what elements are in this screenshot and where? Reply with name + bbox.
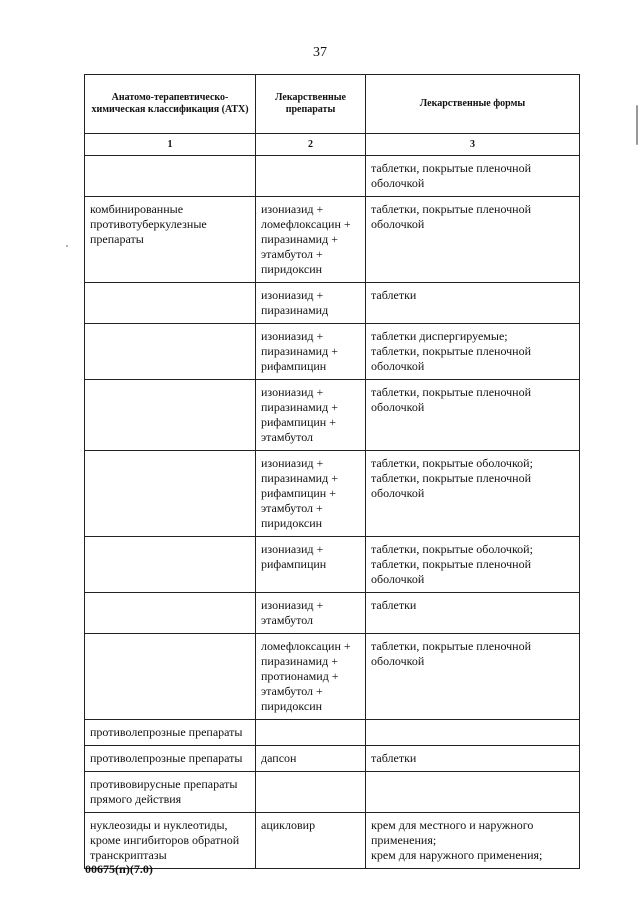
page-number: 37: [313, 45, 327, 60]
atx-cell: противовирусные препараты прямого действия: [85, 772, 256, 813]
atx-cell: противолепрозные препараты: [85, 720, 256, 746]
table-row: [85, 813, 580, 869]
table-row: [85, 324, 580, 380]
column-number: 3: [366, 134, 580, 156]
table-row: [85, 720, 580, 746]
table-row: [85, 593, 580, 634]
forms-cell: таблетки, покрытые пленочной оболочкой: [366, 380, 580, 451]
table-row: [85, 283, 580, 324]
column-number: 2: [256, 134, 366, 156]
table-row: [85, 746, 580, 772]
atx-cell: комбинированные противотуберкулезные препараты: [85, 197, 256, 283]
forms-cell: таблетки: [366, 746, 580, 772]
forms-cell: крем для местного и наружного применения; крем для наружного применения;: [366, 813, 580, 869]
table-row: [85, 772, 580, 813]
table-header-row: [85, 75, 580, 134]
atx-cell: противолепрозные препараты: [85, 746, 256, 772]
atx-cell: [85, 380, 256, 451]
header-drugs: Лекарственные препараты: [256, 75, 366, 134]
atx-cell: нуклеозиды и нуклеотиды, кроме ингибиторов обратной транскриптазы: [85, 813, 256, 869]
drug-cell: [256, 720, 366, 746]
table-row: [85, 156, 580, 197]
table-row: [85, 197, 580, 283]
table-row: [85, 380, 580, 451]
drug-table: [84, 74, 580, 869]
drug-cell: изониазид + пиразинамид + рифампицин: [256, 324, 366, 380]
forms-cell: таблетки, покрытые оболочкой; таблетки, покрытые пленочной оболочкой: [366, 451, 580, 537]
forms-cell: таблетки: [366, 283, 580, 324]
forms-cell: таблетки: [366, 593, 580, 634]
table-row: [85, 537, 580, 593]
drug-cell: дапсон: [256, 746, 366, 772]
table-row: [85, 451, 580, 537]
atx-cell: [85, 283, 256, 324]
forms-cell: таблетки, покрытые пленочной оболочкой: [366, 197, 580, 283]
atx-cell: [85, 537, 256, 593]
drug-cell: [256, 156, 366, 197]
atx-cell: [85, 634, 256, 720]
forms-cell: [366, 720, 580, 746]
forms-cell: таблетки, покрытые оболочкой; таблетки, покрытые пленочной оболочкой: [366, 537, 580, 593]
drug-cell: изониазид + ломефлоксацин + пиразинамид + этамбутол + пиридоксин: [256, 197, 366, 283]
forms-cell: таблетки, покрытые пленочной оболочкой: [366, 634, 580, 720]
column-number: 1: [85, 134, 256, 156]
table-row: [85, 634, 580, 720]
drug-cell: изониазид + рифампицин: [256, 537, 366, 593]
drug-cell: ацикловир: [256, 813, 366, 869]
drug-cell: изониазид + этамбутол: [256, 593, 366, 634]
scan-mark: [66, 245, 68, 247]
drug-cell: ломефлоксацин + пиразинамид + протионамид + этамбутол + пиридоксин: [256, 634, 366, 720]
atx-cell: [85, 156, 256, 197]
header-forms: Лекарственные формы: [366, 75, 580, 134]
atx-cell: [85, 593, 256, 634]
forms-cell: таблетки диспергируемые; таблетки, покрытые пленочной оболочкой: [366, 324, 580, 380]
forms-cell: [366, 772, 580, 813]
forms-cell: таблетки, покрытые пленочной оболочкой: [366, 156, 580, 197]
column-number-row: [85, 134, 580, 156]
drug-cell: [256, 772, 366, 813]
document-code: 00675(п)(7.0): [85, 862, 153, 876]
drug-cell: изониазид + пиразинамид + рифампицин + этамбутол + пиридоксин: [256, 451, 366, 537]
header-atx: Анатомо-терапевтическо-химическая классификация (АТХ): [85, 75, 256, 134]
drug-cell: изониазид + пиразинамид: [256, 283, 366, 324]
drug-cell: изониазид + пиразинамид + рифампицин + этамбутол: [256, 380, 366, 451]
atx-cell: [85, 451, 256, 537]
scan-mark: [636, 105, 638, 145]
atx-cell: [85, 324, 256, 380]
